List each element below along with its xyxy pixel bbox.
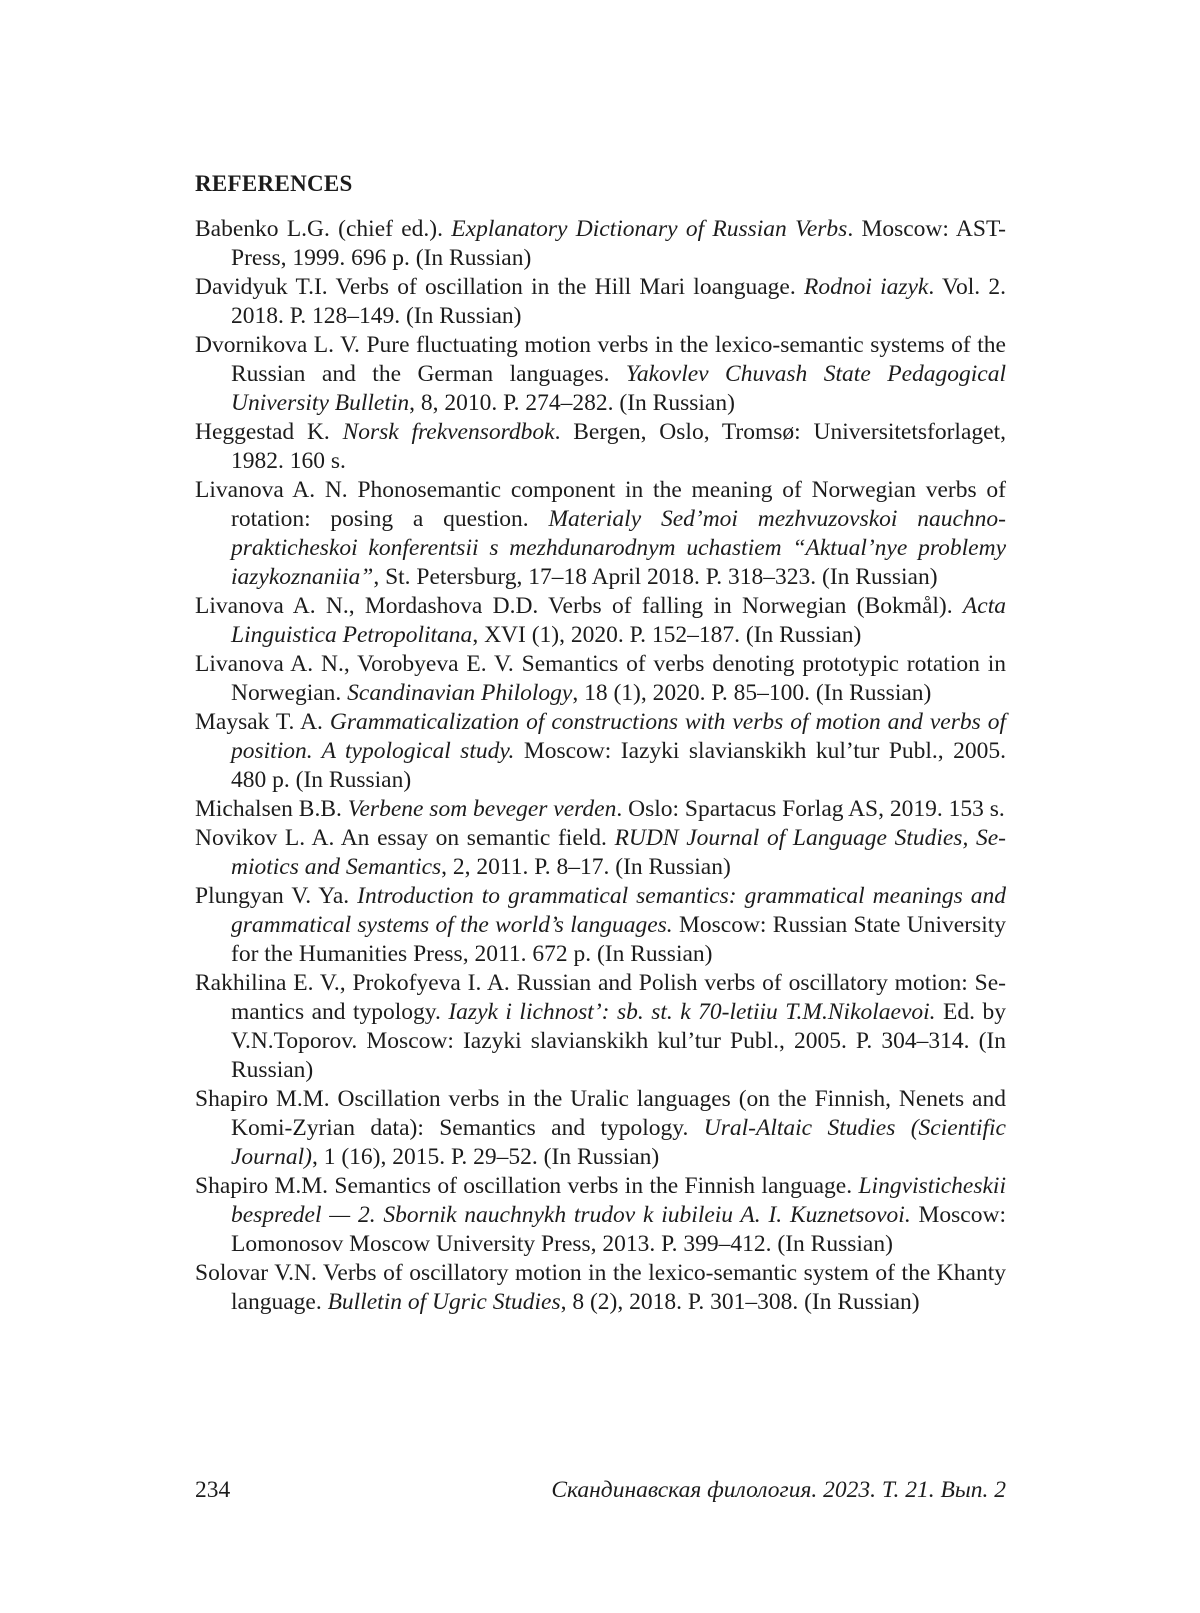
reference-title-italic: Norsk frekvensordbok <box>342 419 555 445</box>
page-number: 234 <box>195 1477 231 1503</box>
reference-text: Shapiro M.M. Semantics of oscillation verbs in the Finnish language. <box>195 1173 859 1199</box>
reference-title-italic: Lingvisticheskii bespredel — 2. Sbornik nauchnykh trudov k iubileiu A. I. Kuznetsovoi. <box>231 1173 1006 1228</box>
reference-title-italic: Scandinavian Philology <box>347 680 573 706</box>
references-heading: REFERENCES <box>195 171 353 196</box>
reference-title-italic: Introduction to grammatical semantics: grammatical meanings and grammatical systems of the world’s languages. <box>231 883 1006 938</box>
reference-text: Moscow: Iazyki slavianskikh kul’tur Publ., 2005. 480 p. (In Russian) <box>231 738 1006 793</box>
running-footer-title: Скандинавская филология. 2023. Т. 21. Вып. 2 <box>551 1477 1006 1503</box>
reference-text: . Moscow: AST-Press, 1999. 696 p. (In Russian) <box>231 216 1006 271</box>
reference-text: Livanova A. N. Phonosemantic component in the meaning of Norwegian verbs of rotation: posing a question. <box>195 477 1006 532</box>
reference-text: Solovar V.N. Verbs of oscillatory motion in the lexico-semantic system of the Khanty language. <box>195 1260 1006 1315</box>
reference-title-italic: Ural-Altaic Studies (Scientific Journal) <box>231 1115 1006 1170</box>
reference-text: Plungyan V. Ya. <box>195 883 358 909</box>
reference-title-italic: Iazyk i lichnost’: sb. st. k 70-letiiu T.M.Nikolaevoi. <box>448 999 936 1025</box>
reference-title-italic: Materialy Sed’moi mezhvuzovskoi nauchno-prakticheskoi konferentsii s mezhdunarodnym uchastiem “Aktual’nye problemy iazykoznaniia” <box>231 506 1006 590</box>
reference-entry <box>195 1172 1006 1259</box>
reference-entry <box>195 331 1006 418</box>
reference-title-italic: Grammaticalization of constructions with verbs of motion and verbs of position. A typological study. <box>231 709 1006 764</box>
reference-text: Moscow: Russian State University for the Humanities Press, 2011. 672 p. (In Russian) <box>231 912 1006 967</box>
reference-title-italic: Explanatory Dictionary of Russian Verbs <box>451 216 848 242</box>
reference-text: . Vol. 2. 2018. P. 128–149. (In Russian) <box>231 274 1007 329</box>
reference-entry <box>195 969 1006 1085</box>
reference-text: , 8, 2010. P. 274–282. (In Russian) <box>409 390 735 416</box>
reference-text: Maysak T. A. <box>195 709 330 735</box>
reference-text: Livanova A. N., Mordashova D.D. Verbs of falling in Norwegian (Bokmål). <box>195 593 963 619</box>
reference-text: . Oslo: Spartacus Forlag AS, 2019. 153 s. <box>616 796 1005 822</box>
reference-title-italic: Bulletin of Ugric Studies <box>327 1289 561 1315</box>
reference-entry <box>195 418 1006 476</box>
reference-text: , 8 (2), 2018. P. 301–308. (In Russian) <box>560 1289 920 1315</box>
reference-entry <box>195 1259 1006 1317</box>
reference-text: Davidyuk T.I. Verbs of oscillation in the Hill Mari loanguage. <box>195 274 804 300</box>
reference-entry <box>195 476 1006 592</box>
reference-text: Moscow: Lomonosov Moscow University Press, 2013. P. 399–412. (In Russian) <box>231 1202 1006 1257</box>
reference-entry <box>195 650 1006 708</box>
reference-entry <box>195 795 1006 824</box>
reference-text: . Bergen, Oslo, Tromsø: Universitetsforlaget, 1982. 160 s. <box>231 419 1006 474</box>
reference-text: Dvornikova L. V. Pure fluctuating motion verbs in the lexico-semantic systems of the Russian and the German languages. <box>195 332 1006 387</box>
page-content <box>195 170 1006 1317</box>
reference-text: , 1 (16), 2015. P. 29–52. (In Russian) <box>311 1144 660 1170</box>
reference-text: Babenko L.G. (chief ed.). <box>195 216 452 242</box>
reference-title-italic: Acta Linguistica Petropolitana <box>231 593 1006 648</box>
reference-title-italic: Rodnoi iazyk <box>803 274 929 300</box>
reference-entry <box>195 824 1006 882</box>
reference-text: , 2, 2011. P. 8–17. (In Russian) <box>441 854 731 880</box>
reference-text: Livanova A. N., Vorobyeva E. V. Semantics of verbs denoting prototypic rotation in Norwegian. <box>195 651 1006 706</box>
reference-text: Novikov L. A. An essay on semantic field. <box>195 825 615 851</box>
reference-text: Michalsen B.B. <box>195 796 348 822</box>
reference-title-italic: Verbene som beveger verden <box>347 796 617 822</box>
reference-text: Rakhilina E. V., Prokofyeva I. A. Russian and Polish verbs of oscillatory motion: Semantics and typology. <box>195 970 1006 1025</box>
reference-entry <box>195 1085 1006 1172</box>
reference-entry <box>195 215 1006 273</box>
reference-text: Ed. by V.N.Toporov. Moscow: Iazyki slavianskikh kul’tur Publ., 2005. P. 304–314. (In Russian) <box>231 999 1006 1083</box>
reference-text: Heggestad K. <box>195 419 343 445</box>
reference-title-italic: RUDN Journal of Language Studies, Semiotics and Semantics <box>231 825 1006 880</box>
page-footer <box>195 1475 1006 1505</box>
reference-entry <box>195 592 1006 650</box>
reference-entry <box>195 273 1006 331</box>
references-list <box>195 215 1006 1317</box>
reference-entry <box>195 708 1006 795</box>
reference-entry <box>195 882 1006 969</box>
reference-title-italic: Yakovlev Chuvash State Pedagogical University Bulletin <box>231 361 1006 416</box>
reference-text: , 18 (1), 2020. P. 85–100. (In Russian) <box>572 680 932 706</box>
reference-text: Shapiro M.M. Oscillation verbs in the Uralic languages (on the Finnish, Nenets and Komi-Zyrian data): Semantics and typology. <box>195 1086 1006 1141</box>
reference-text: , XVI (1), 2020. P. 152–187. (In Russian) <box>472 622 862 648</box>
reference-text: , St. Petersburg, 17–18 April 2018. P. 318–323. (In Russian) <box>373 564 938 590</box>
